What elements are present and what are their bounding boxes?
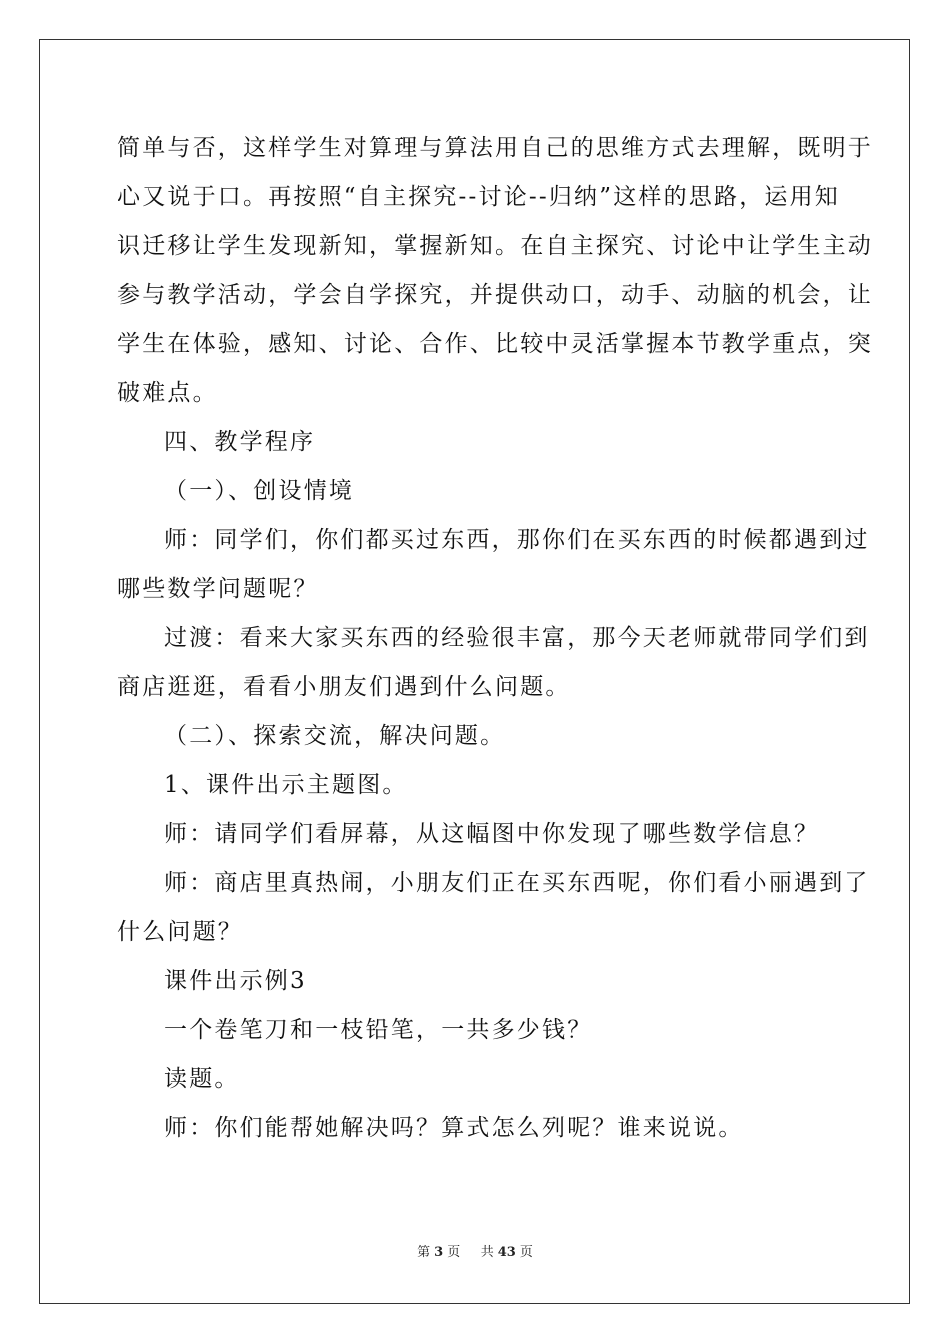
text-line-12: 商店逛逛，看看小朋友们遇到什么问题。 (117, 674, 571, 700)
section-heading: 四、教学程序 (164, 429, 316, 455)
text-line-3: 识迁移让学生发现新知，掌握新知。在自主探究、讨论中让学生主动 (117, 233, 873, 259)
text-line-19: 一个卷笔刀和一枝铅笔，一共多少钱？ (164, 1017, 593, 1043)
current-page-number: 3 (434, 1245, 444, 1260)
text-line-18: 课件出示例3 (164, 968, 307, 994)
document-body (117, 124, 873, 1153)
footer-prefix: 第 (417, 1245, 431, 1260)
text-line-14: 1、课件出示主题图。 (164, 772, 408, 798)
page-footer (0, 1244, 950, 1262)
text-line-2: 心又说于口。再按照“自主探究--讨论--归纳”这样的思路，运用知 (117, 184, 841, 210)
text-line-6: 破难点。 (117, 380, 218, 406)
footer-total-suffix: 页 (519, 1245, 533, 1260)
text-line-1: 简单与否，这样学生对算理与算法用自己的思维方式去理解，既明于 (117, 135, 873, 161)
subsection-heading-2: （二）、探索交流，解决问题。 (164, 723, 506, 749)
text-line-15: 师：请同学们看屏幕，从这幅图中你发现了哪些数学信息？ (164, 821, 820, 847)
footer-page-word: 页 (447, 1245, 461, 1260)
subsection-heading-1: （一）、创设情境 (164, 478, 355, 504)
footer-total-prefix: 共 (480, 1245, 494, 1260)
text-line-17: 什么问题？ (117, 919, 243, 945)
text-line-20: 读题。 (164, 1066, 240, 1092)
text-line-9: 师：同学们，你们都买过东西，那你们在买东西的时候都遇到过 (164, 527, 870, 553)
text-line-16: 师：商店里真热闹，小朋友们正在买东西呢，你们看小丽遇到了 (164, 870, 870, 896)
text-line-21: 师：你们能帮她解决吗？算式怎么列呢？谁来说说。 (164, 1115, 744, 1141)
text-line-11: 过渡：看来大家买东西的经验很丰富，那今天老师就带同学们到 (164, 625, 870, 651)
text-line-5: 学生在体验，感知、讨论、合作、比较中灵活掌握本节教学重点，突 (117, 331, 873, 357)
total-pages-number: 43 (497, 1245, 516, 1260)
text-line-4: 参与教学活动，学会自学探究，并提供动口，动手、动脑的机会，让 (117, 282, 873, 308)
text-line-10: 哪些数学问题呢？ (117, 576, 319, 602)
